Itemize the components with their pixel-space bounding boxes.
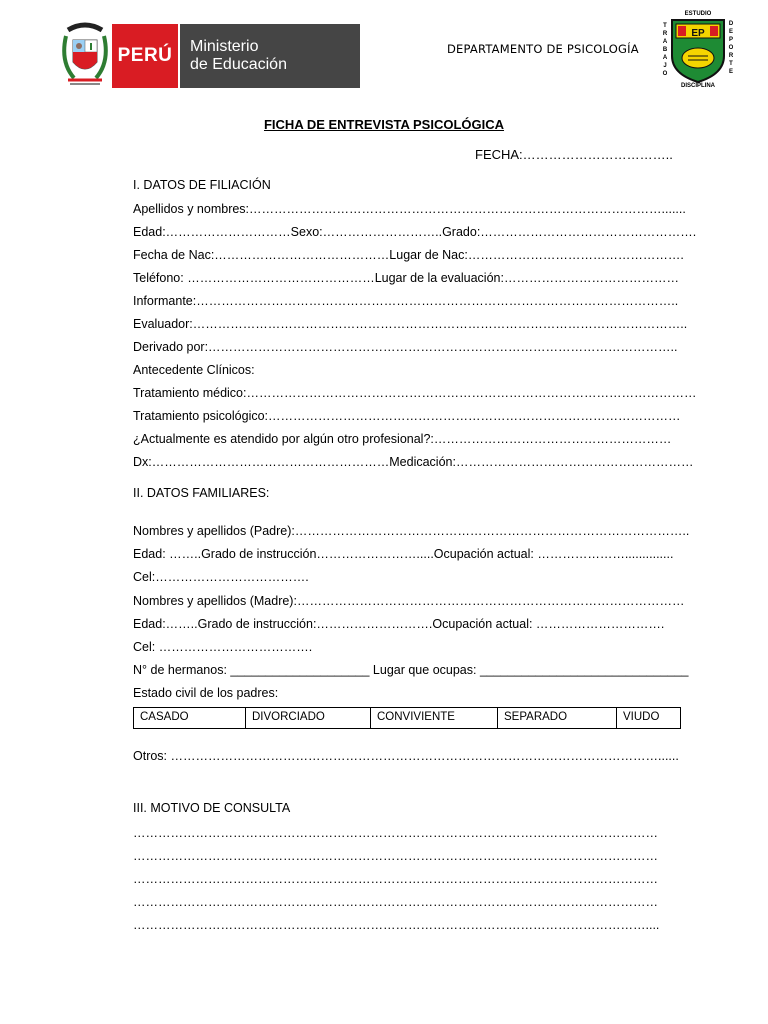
- school-logo-right: DEPORTE: [728, 21, 734, 75]
- motivo-line[interactable]: ………………………………………………………………………………………………………………: [133, 849, 658, 863]
- fecha-field[interactable]: FECHA:……………………………..: [475, 147, 673, 162]
- department-label: DEPARTAMENTO DE PSICOLOGÍA: [447, 42, 639, 56]
- section-motivo-consulta: III. MOTIVO DE CONSULTA: [133, 801, 291, 815]
- form-title: FICHA DE ENTREVISTA PSICOLÓGICA: [263, 117, 505, 132]
- ministry-line2: de Educación: [190, 56, 287, 73]
- estado-civil-table: [133, 707, 681, 729]
- hermanos-field[interactable]: N° de hermanos: ____________________ Lugar que ocupas: ______________________________: [133, 663, 689, 677]
- otros-field[interactable]: Otros: ………………………………………………………………………………………………………......: [133, 749, 679, 763]
- motivo-line[interactable]: ………………………………………………………………………………………………………………: [133, 872, 658, 886]
- informante-field[interactable]: Informante:……………………………………………………………………………………………………..: [133, 294, 679, 308]
- madre-field[interactable]: Nombres y apellidos (Madre):…………………………………………………………………………………: [133, 594, 685, 608]
- ministry-line1: Ministerio: [190, 38, 259, 55]
- civil-option-divorciado[interactable]: DIVORCIADO: [246, 708, 371, 728]
- school-logo-bottom: DISCIPLINA: [680, 83, 716, 88]
- dx-medicacion-field[interactable]: Dx:…………………………………………………Medicación:…………………………………………………: [133, 455, 694, 469]
- madre-edad-field[interactable]: Edad:……..Grado de instrucción:……………………….Ocupación actual: ………………………….: [133, 617, 665, 631]
- evaluador-field[interactable]: Evaluador:………………………………………………………………………………………………………..: [133, 317, 688, 331]
- fecha-nac-field[interactable]: Fecha de Nac:……………………………………Lugar de Nac:…………………………………………….: [133, 248, 684, 262]
- motivo-line[interactable]: ………………………………………………………………………………………………………………: [133, 826, 658, 840]
- otro-profesional-field[interactable]: ¿Actualmente es atendido por algún otro profesional?:…………………………………………………: [133, 432, 672, 446]
- tratamiento-medico-field[interactable]: Tratamiento médico:………………………………………………………………………………………………: [133, 386, 697, 400]
- school-logo: [660, 8, 736, 88]
- school-logo-badge: EP: [691, 28, 705, 39]
- ministry-name: [180, 24, 360, 88]
- madre-cel-field[interactable]: Cel: ……………………………….: [133, 640, 313, 654]
- padre-field[interactable]: Nombres y apellidos (Padre):…………………………………………………………………………………..: [133, 524, 690, 538]
- tratamiento-psicologico-field[interactable]: Tratamiento psicológico:………………………………………………………………………………………: [133, 409, 681, 423]
- motivo-line[interactable]: ……………………………………………………………………………………………………………....: [133, 918, 660, 932]
- padre-cel-field[interactable]: Cel:……………………………….: [133, 570, 309, 584]
- civil-option-viudo[interactable]: VIUDO: [623, 711, 660, 723]
- civil-option-casado[interactable]: CASADO: [134, 708, 246, 728]
- antecedente-label: Antecedente Clínicos:: [133, 363, 255, 377]
- section-datos-filiacion: I. DATOS DE FILIACIÓN: [133, 178, 271, 192]
- motivo-line[interactable]: ………………………………………………………………………………………………………………: [133, 895, 658, 909]
- section-datos-familiares: II. DATOS FAMILIARES:: [133, 486, 270, 500]
- civil-option-separado[interactable]: SEPARADO: [498, 708, 617, 728]
- school-logo-left: TRABAJO: [662, 23, 668, 77]
- civil-option-conviviente[interactable]: CONVIVIENTE: [371, 708, 498, 728]
- estado-civil-label: Estado civil de los padres:: [133, 686, 279, 700]
- edad-sexo-grado-field[interactable]: Edad:…………………………Sexo:………………………..Grado:…………………………………………….: [133, 225, 697, 239]
- telefono-field[interactable]: Teléfono: ………………………………………Lugar de la evaluación:……………………………………: [133, 271, 679, 285]
- peru-coat-of-arms-logo: [60, 22, 110, 88]
- school-logo-top: ESTUDIO: [684, 11, 712, 17]
- minedu-logo: [112, 24, 360, 88]
- derivado-field[interactable]: Derivado por:…………………………………………………………………………………………………..: [133, 340, 678, 354]
- peru-brand: PERÚ: [112, 24, 178, 88]
- padre-edad-field[interactable]: Edad: ……..Grado de instrucción…………………….....Ocupación actual: …………………..............: [133, 547, 674, 561]
- apellidos-field[interactable]: Apellidos y nombres:……………………………………………………………………………………….......: [133, 202, 686, 216]
